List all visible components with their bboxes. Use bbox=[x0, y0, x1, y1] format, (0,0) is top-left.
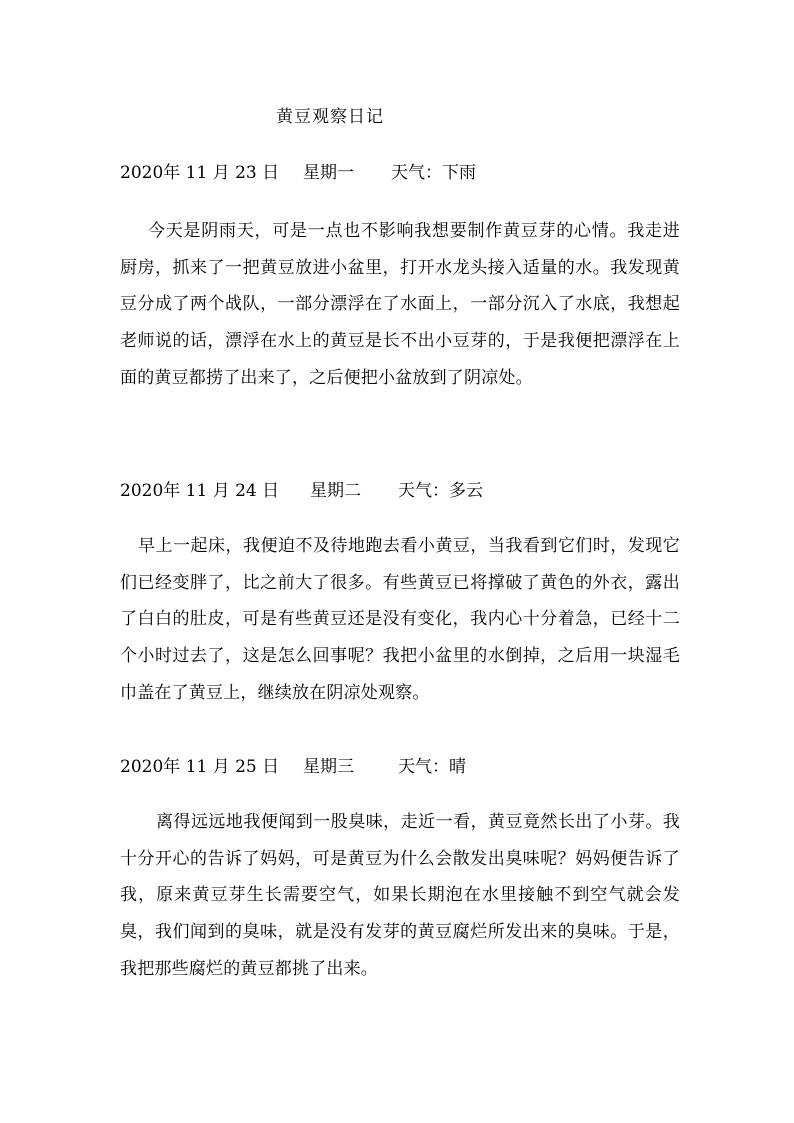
entry-weather: 天气：多云 bbox=[398, 481, 483, 501]
entry-weekday: 星期二 bbox=[310, 481, 361, 501]
entry-weather: 天气：下雨 bbox=[391, 163, 476, 183]
entry-body-3: 离得远远地我便闻到一股臭味，走近一看，黄豆竟然长出了小芽。我十分开心的告诉了妈妈，可是黄豆为什么会散发出臭味呢？妈妈便告诉了我，原来黄豆芽生长需要空气，如果长期泡在水里接触不到空气就会发臭，我们闻到的臭味，就是没有发芽的黄豆腐烂所发出来的臭味。于是，我把那些腐烂的黄豆都挑了出来。 bbox=[120, 812, 680, 979]
entry-header-3 bbox=[120, 754, 466, 780]
document-title: 黄豆观察日记 bbox=[276, 107, 384, 127]
entry-date: 2020年 11 月 25 日 bbox=[120, 757, 280, 777]
entry-weekday: 星期三 bbox=[303, 757, 354, 777]
entry-weekday: 星期一 bbox=[303, 163, 354, 183]
entry-weather: 天气：晴 bbox=[398, 757, 466, 777]
entry-date: 2020年 11 月 23 日 bbox=[120, 163, 280, 183]
entry-header-2 bbox=[120, 478, 483, 504]
entry-body-1: 今天是阴雨天，可是一点也不影响我想要制作黄豆芽的心情。我走进厨房，抓来了一把黄豆放进小盆里，打开水龙头接入适量的水。我发现黄豆分成了两个战队，一部分漂浮在了水面上，一部分沉入了水底，我想起老师说的话，漂浮在水上的黄豆是长不出小豆芽的，于是我便把漂浮在上面的黄豆都捞了出来了，之后便把小盆放到了阴凉处。 bbox=[120, 221, 680, 388]
entry-body-2: 早上一起床，我便迫不及待地跑去看小黄豆，当我看到它们时，发现它们已经变胖了，比之前大了很多。有些黄豆已将撑破了黄色的外衣，露出了白白的肚皮，可是有些黄豆还是没有变化，我内心十分着急，已经十二个小时过去了，这是怎么回事呢？我把小盆里的水倒掉，之后用一块湿毛巾盖在了黄豆上，继续放在阴凉处观察。 bbox=[120, 536, 680, 703]
entry-date: 2020年 11 月 24 日 bbox=[120, 481, 280, 501]
entry-header-1 bbox=[120, 160, 476, 186]
